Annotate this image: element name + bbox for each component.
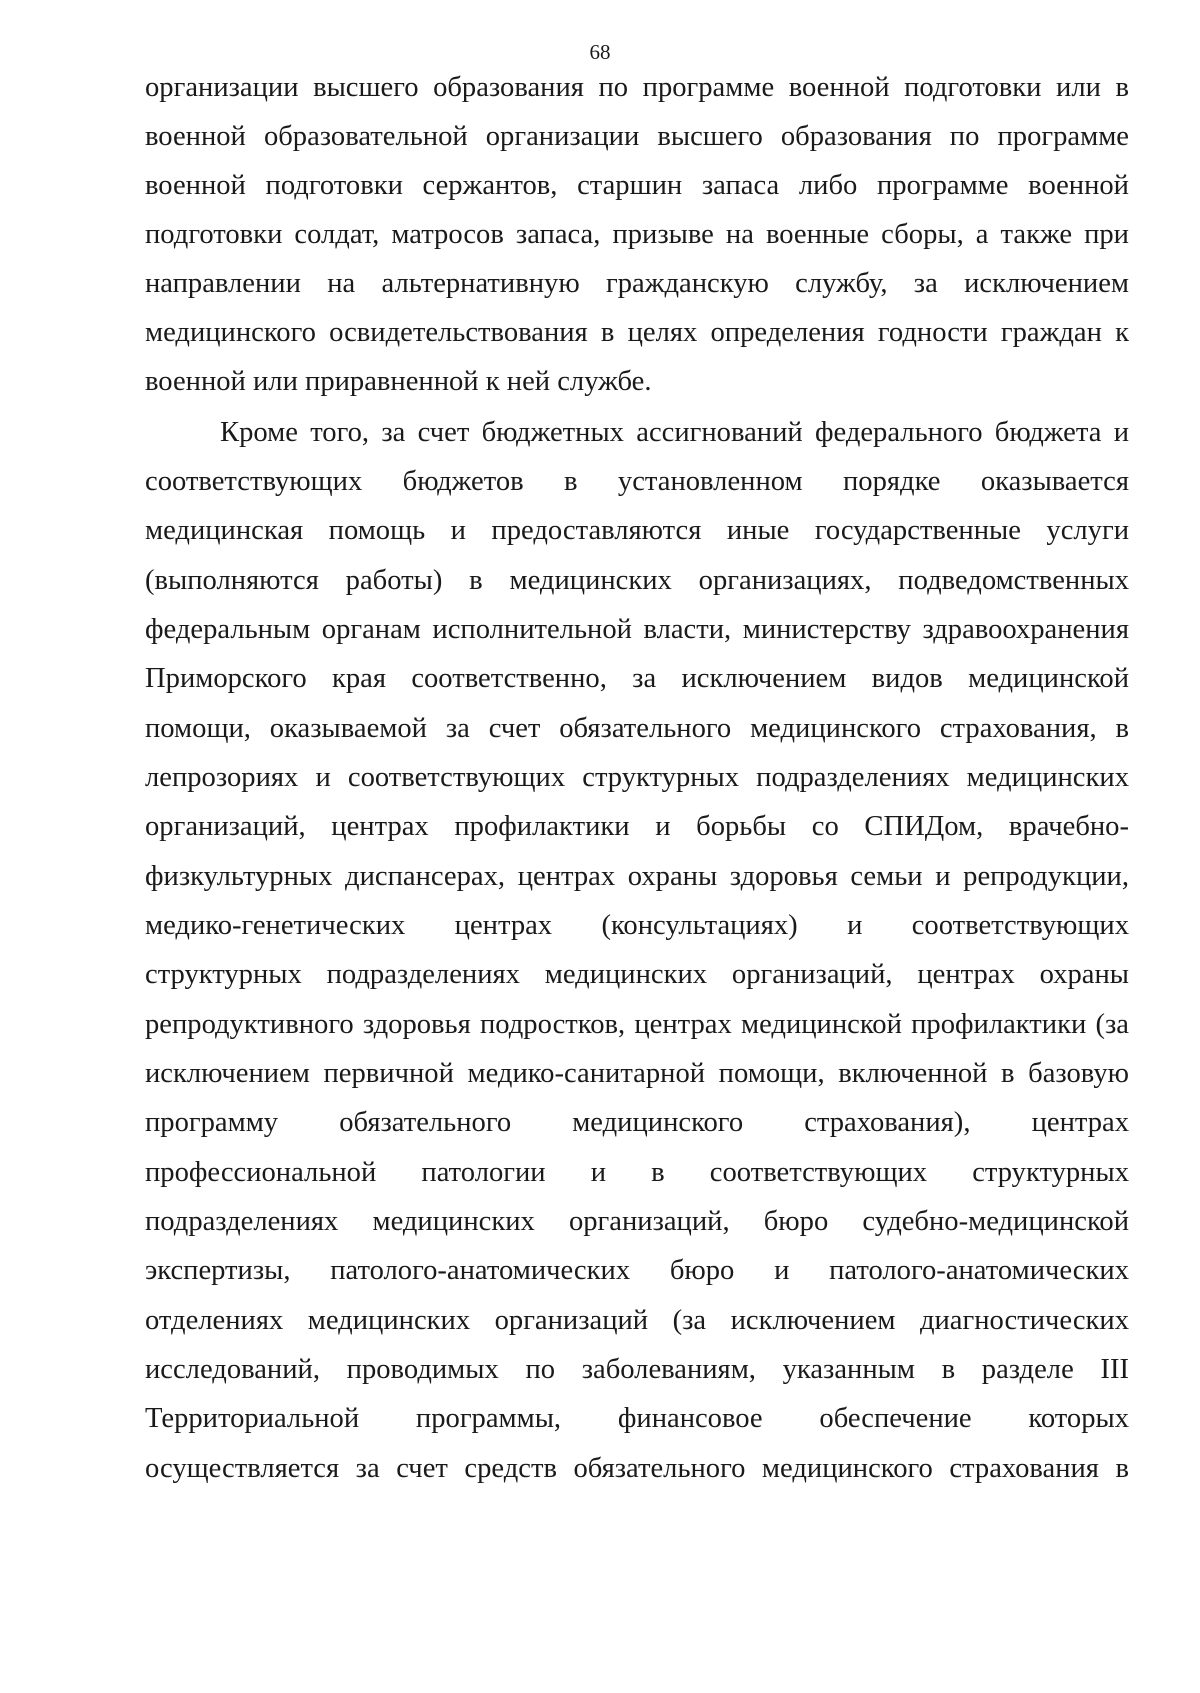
paragraph-line: (выполняются работы) в медицинских организациях, подведомственных [145, 565, 1129, 596]
paragraph-line: репродуктивного здоровья подростков, центрах медицинской профилактики (за [145, 1009, 1129, 1040]
paragraph-line: подготовки солдат, матросов запаса, призыве на военные сборы, а также при [145, 219, 1129, 250]
paragraph-line: организаций, центрах профилактики и борьбы со СПИДом, врачебно- [145, 811, 1129, 842]
paragraph-line: Приморского края соответственно, за исключением видов медицинской [145, 663, 1129, 694]
page-number: 68 [589, 40, 611, 64]
paragraph-line: военной или приравненной к ней службе. [145, 366, 652, 397]
paragraph-line: отделениях медицинских организаций (за исключением диагностических [145, 1305, 1129, 1336]
paragraph-line: структурных подразделениях медицинских организаций, центрах охраны [145, 959, 1129, 990]
paragraph-line: медицинского освидетельствования в целях определения годности граждан к [145, 317, 1129, 348]
paragraph-line: физкультурных диспансерах, центрах охраны здоровья семьи и репродукции, [145, 861, 1129, 892]
paragraph-line: медико-генетических центрах (консультациях) и соответствующих [145, 910, 1129, 941]
paragraph-line: Кроме того, за счет бюджетных ассигнований федерального бюджета и [220, 417, 1129, 448]
paragraph-line: военной образовательной организации высшего образования по программе [145, 121, 1129, 152]
paragraph-line: подразделениях медицинских организаций, бюро судебно-медицинской [145, 1206, 1129, 1237]
paragraph-line: военной подготовки сержантов, старшин запаса либо программе военной [145, 170, 1129, 201]
paragraph-line: экспертизы, патолого-анатомических бюро и патолого-анатомических [145, 1255, 1129, 1286]
paragraph-line: медицинская помощь и предоставляются иные государственные услуги [145, 515, 1129, 546]
paragraph-line: программу обязательного медицинского страхования), центрах [145, 1107, 1129, 1138]
paragraph-line: осуществляется за счет средств обязательного медицинского страхования в [145, 1453, 1129, 1484]
paragraph-line: помощи, оказываемой за счет обязательного медицинского страхования, в [145, 713, 1129, 744]
paragraph-line: организации высшего образования по программе военной подготовки или в [145, 72, 1129, 103]
paragraph-line: профессиональной патологии и в соответствующих структурных [145, 1157, 1129, 1188]
paragraph-line: направлении на альтернативную гражданскую службу, за исключением [145, 268, 1129, 299]
paragraph-line: федеральным органам исполнительной власти, министерству здравоохранения [145, 614, 1129, 645]
paragraph-line: Территориальной программы, финансовое обеспечение которых [145, 1403, 1129, 1434]
paragraph-line: лепрозориях и соответствующих структурных подразделениях медицинских [145, 762, 1129, 793]
paragraph-line: исследований, проводимых по заболеваниям, указанным в разделе III [145, 1354, 1129, 1385]
paragraph-line: исключением первичной медико-санитарной помощи, включенной в базовую [145, 1058, 1129, 1089]
paragraph-line: соответствующих бюджетов в установленном порядке оказывается [145, 466, 1129, 497]
